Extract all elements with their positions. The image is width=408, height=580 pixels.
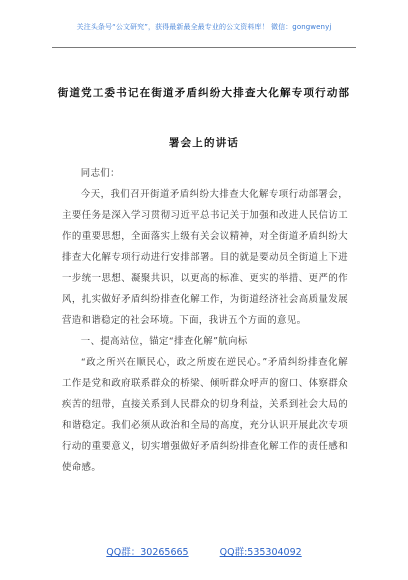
footer-qq-group-2[interactable]: QQ群:535304092	[219, 547, 302, 558]
header-divider	[52, 47, 356, 48]
footer	[0, 544, 408, 558]
section-heading: 一、提高站位，锚定“排查化解”航向标	[80, 336, 248, 347]
paragraph: 今天，我们召开街道矛盾纠纷大排查大化解专项行动部署会，主要任务是深入学习贯彻习近平总书记关于加强和改进人民信访工作的重要思想，全面落实上级有关会议精神，对全街道矛盾纠纷大排查大化解专项行动进行安排部署。目的就是要动员全街道上下进一步统一思想、凝聚共识，以更高的标准、更实的举措、更严的作风，扎实做好矛盾纠纷排查化解工作，为街道经济社会高质量发展营造和谐稳定的社会环境。下面，我讲五个方面的意见。	[62, 189, 348, 326]
greeting: 同志们：	[80, 168, 120, 179]
paragraph: “政之所兴在顺民心，政之所废在逆民心。”矛盾纠纷排查化解工作是党和政府联系群众的桥梁、倾听群众呼声的窗口、体察群众疾苦的纽带，直接关系到人民群众的切身利益，关系到社会大局的和谐稳定。我们必须从政治和全局的高度，充分认识开展此次专项行动的重要意义，切实增强做好矛盾纠纷排查化解工作的责任感和使命感。	[62, 357, 348, 473]
document-title-line-1: 街道党工委书记在街道矛盾纠纷大排查大化解专项行动部	[57, 87, 351, 99]
footer-qq-group-1[interactable]: QQ群：30265665	[106, 547, 189, 558]
document-body	[62, 163, 348, 478]
header-promo-note: 关注头条号“公文研究”，获得最新最全最专业的公文资料库！ 微信：gongwenyj	[76, 23, 332, 31]
document-title-line-2: 署会上的讲话	[168, 137, 240, 149]
